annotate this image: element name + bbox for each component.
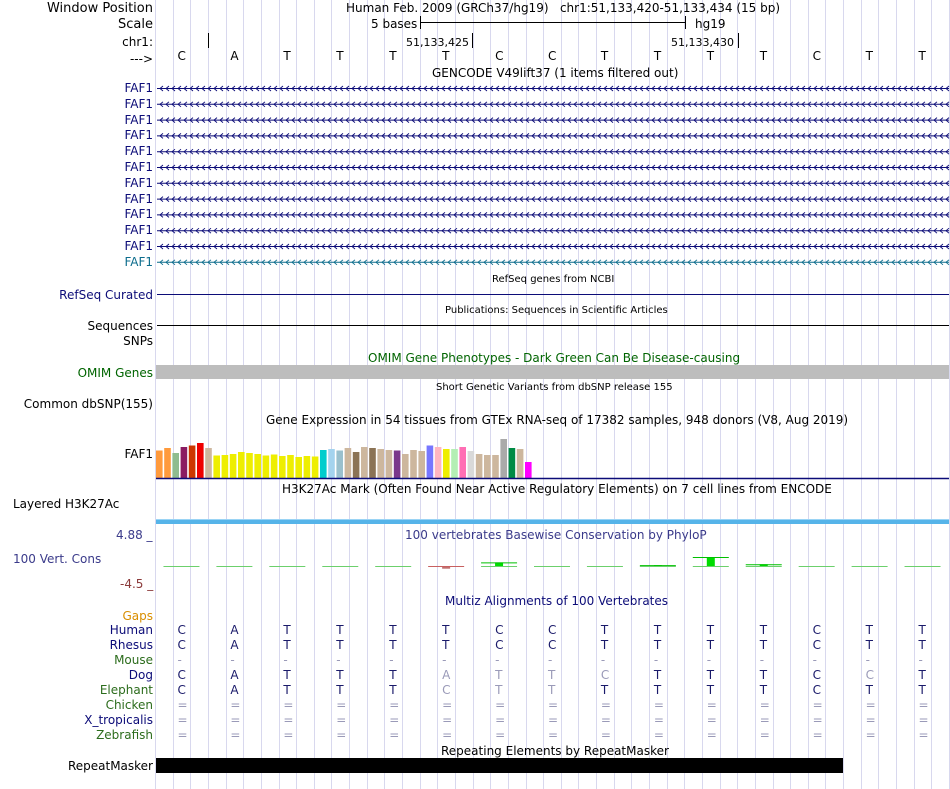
aligned-base: T — [389, 638, 397, 652]
aligned-base: - — [600, 653, 606, 667]
aligned-base: T — [336, 683, 344, 697]
window-position-label: Window Position — [46, 1, 153, 16]
aligned-base: C — [442, 683, 451, 697]
phylop-max-label: 4.88 _ — [116, 528, 153, 542]
gtex-tissue-bar — [181, 447, 188, 478]
aligned-base: C — [812, 638, 822, 652]
refseq-track-label[interactable]: RefSeq Curated — [59, 288, 153, 302]
aligned-base: - — [812, 653, 817, 667]
gencode-track-title: GENCODE V49lift37 (1 items filtered out) — [432, 66, 679, 80]
base-letter: T — [653, 49, 662, 63]
gencode-row-label[interactable]: FAF1 — [124, 128, 153, 143]
gtex-tissue-bar — [468, 451, 475, 478]
gtex-tissue-bar — [435, 447, 442, 478]
aligned-base: C — [177, 668, 186, 682]
aligned-base: = — [336, 713, 347, 727]
aligned-base: T — [389, 623, 397, 637]
aligned-base: - — [918, 653, 923, 667]
publications-sequences-label[interactable]: Sequences — [87, 319, 153, 333]
base-letter: T — [918, 49, 926, 63]
gtex-tissue-bar — [279, 456, 286, 478]
gtex-tissue-bar — [402, 454, 409, 478]
gtex-tissue-bar — [263, 456, 270, 479]
phylop-min-label: -4.5 _ — [120, 577, 154, 591]
aligned-base: = — [283, 728, 294, 742]
aligned-base: T — [600, 638, 609, 652]
aligned-base: T — [336, 668, 344, 682]
gtex-tissue-bar — [287, 455, 294, 478]
aligned-base: = — [389, 713, 400, 727]
gtex-tissue-bar — [410, 450, 417, 478]
aligned-base: T — [548, 668, 556, 682]
base-letter: T — [283, 49, 291, 63]
aligned-base: T — [918, 623, 926, 637]
aligned-base: C — [177, 638, 186, 652]
aligned-base: T — [389, 683, 397, 697]
base-letter: C — [812, 49, 822, 63]
aligned-base: = — [812, 713, 823, 727]
aligned-base: = — [653, 713, 664, 727]
aligned-base: - — [653, 653, 659, 667]
gtex-tissue-bar — [304, 456, 311, 478]
aligned-base: C — [865, 668, 874, 682]
gencode-row-label[interactable]: FAF1 — [124, 175, 153, 190]
aligned-base: A — [230, 623, 239, 637]
gencode-row-label[interactable]: FAF1 — [124, 96, 153, 111]
species-label[interactable]: Zebrafish — [96, 728, 153, 742]
gencode-row-label[interactable]: FAF1 — [124, 207, 153, 222]
aligned-base: C — [600, 668, 610, 682]
gtex-tissue-bar — [345, 448, 352, 478]
aligned-base: - — [865, 653, 870, 667]
gtex-tissue-bar — [222, 455, 229, 478]
aligned-base: T — [653, 683, 662, 697]
aligned-base: = — [548, 728, 559, 742]
gtex-tissue-bar — [246, 453, 253, 478]
gtex-tissue-bar — [500, 439, 507, 478]
aligned-base: = — [177, 698, 188, 712]
gtex-tissue-bar — [172, 453, 179, 478]
aligned-base: = — [706, 698, 717, 712]
aligned-base: = — [918, 713, 929, 727]
aligned-base: T — [442, 623, 450, 637]
aligned-base: C — [548, 638, 557, 652]
aligned-base: = — [177, 713, 188, 727]
aligned-base: A — [230, 683, 239, 697]
gtex-tissue-bar — [492, 455, 499, 478]
aligned-base: A — [230, 668, 239, 682]
aligned-base: T — [706, 623, 715, 637]
gtex-tissue-bar — [484, 455, 491, 478]
multiz-gaps-label: Gaps — [122, 609, 153, 623]
omim-track-title: OMIM Gene Phenotypes - Dark Green Can Be Disease-causing — [368, 351, 741, 365]
aligned-base: - — [495, 653, 500, 667]
aligned-base: T — [706, 683, 715, 697]
gencode-row-label[interactable]: FAF1 — [124, 144, 153, 159]
aligned-base: C — [177, 623, 186, 637]
aligned-base: = — [759, 713, 770, 727]
gtex-tissue-bar — [509, 448, 516, 478]
aligned-base: T — [600, 623, 609, 637]
aligned-base: = — [283, 698, 294, 712]
aligned-base: T — [653, 638, 662, 652]
aligned-base: = — [495, 713, 506, 727]
scale-bases-text: 5 bases — [371, 17, 418, 31]
repeatmasker-track-label[interactable]: RepeatMasker — [67, 759, 153, 773]
aligned-base: T — [283, 668, 291, 682]
multiz-track-title: Multiz Alignments of 100 Vertebrates — [445, 594, 669, 608]
base-letter: T — [600, 49, 609, 63]
coordinate-tick-1: 51,133,425 — [406, 36, 469, 49]
aligned-base: = — [600, 698, 611, 712]
gtex-tissue-bar — [205, 448, 212, 478]
gencode-row-label[interactable]: FAF1 — [124, 254, 153, 269]
aligned-base: = — [600, 728, 611, 742]
aligned-base: - — [706, 653, 712, 667]
repeatmasker-element — [156, 758, 843, 773]
aligned-base: T — [336, 623, 344, 637]
gtex-tissue-bar — [238, 452, 245, 478]
gtex-track-title: Gene Expression in 54 tissues from GTEx RNA-seq of 17382 samples, 948 donors (V8, Aug 2019) — [266, 413, 849, 427]
gtex-tissue-bar — [320, 450, 327, 478]
gencode-row-label[interactable]: FAF1 — [124, 81, 153, 95]
gencode-row-label[interactable]: FAF1 — [124, 223, 153, 238]
aligned-base: = — [442, 713, 453, 727]
aligned-base: = — [230, 713, 241, 727]
species-label[interactable]: Mouse — [114, 653, 153, 667]
gtex-tissue-bar — [336, 451, 343, 479]
aligned-base: = — [495, 698, 506, 712]
base-letter: T — [336, 49, 344, 63]
aligned-base: = — [918, 728, 929, 742]
aligned-base: = — [865, 698, 876, 712]
h3k27ac-track-title: H3K27Ac Mark (Often Found Near Active Regulatory Elements) on 7 cell lines from ENCODE — [282, 482, 832, 496]
aligned-base: T — [759, 683, 768, 697]
species-label[interactable]: Rhesus — [109, 638, 153, 652]
gtex-tissue-bar — [394, 451, 401, 479]
aligned-base: T — [706, 668, 715, 682]
aligned-base: = — [918, 698, 929, 712]
aligned-base: - — [177, 653, 182, 667]
h3k27ac-track-label[interactable]: Layered H3K27Ac — [13, 497, 120, 511]
aligned-base: = — [336, 728, 347, 742]
aligned-base: T — [548, 683, 556, 697]
gtex-track-label[interactable]: FAF1 — [124, 447, 153, 461]
aligned-base: T — [865, 623, 873, 637]
aligned-base: = — [865, 728, 876, 742]
base-letter: T — [442, 49, 450, 63]
aligned-base: = — [706, 713, 717, 727]
dbsnp-track-title: Short Genetic Variants from dbSNP release 155 — [436, 382, 673, 393]
aligned-base: C — [812, 623, 822, 637]
aligned-base: = — [865, 713, 876, 727]
omim-gene-bar — [156, 365, 949, 379]
aligned-base: - — [230, 653, 235, 667]
gtex-tissue-bar — [427, 446, 434, 479]
aligned-base: = — [706, 728, 717, 742]
aligned-base: = — [389, 698, 400, 712]
aligned-base: = — [389, 728, 400, 742]
aligned-base: - — [442, 653, 447, 667]
gtex-tissue-bar — [254, 454, 261, 478]
gencode-row-label[interactable]: FAF1 — [124, 160, 153, 174]
phylop-track-label[interactable]: 100 Vert. Cons — [13, 552, 102, 566]
gtex-tissue-bar — [197, 443, 204, 478]
gtex-tissue-bar — [271, 455, 278, 479]
aligned-base: T — [283, 683, 291, 697]
aligned-base: = — [336, 698, 347, 712]
aligned-base: = — [442, 728, 453, 742]
gtex-tissue-bar — [418, 451, 425, 478]
aligned-base: = — [230, 698, 241, 712]
species-label[interactable]: Chicken — [105, 698, 153, 712]
omim-track-label[interactable]: OMIM Genes — [77, 366, 153, 380]
aligned-base: T — [918, 683, 926, 697]
base-letter: C — [177, 49, 186, 63]
aligned-base: C — [495, 623, 504, 637]
aligned-base: = — [283, 713, 294, 727]
species-label[interactable]: Human — [109, 623, 153, 637]
aligned-base: = — [653, 728, 664, 742]
aligned-base: T — [283, 623, 291, 637]
base-letter: T — [389, 49, 397, 63]
aligned-base: = — [177, 728, 188, 742]
chrom-label: chr1: — [122, 35, 153, 49]
coordinate-tick-2: 51,133,430 — [671, 36, 734, 49]
aligned-base: T — [653, 623, 662, 637]
aligned-base: C — [812, 668, 822, 682]
phylop-track-title: 100 vertebrates Basewise Conservation by PhyloP — [405, 528, 707, 542]
aligned-base: T — [495, 668, 503, 682]
aligned-base: = — [495, 728, 506, 742]
aligned-base: T — [389, 668, 397, 682]
base-letter: T — [706, 49, 715, 63]
aligned-base: T — [495, 683, 503, 697]
aligned-base: A — [442, 668, 451, 682]
aligned-base: C — [177, 683, 186, 697]
gtex-tissue-bar — [361, 447, 368, 478]
aligned-base: - — [548, 653, 553, 667]
aligned-base: = — [812, 698, 823, 712]
aligned-base: T — [759, 668, 768, 682]
species-label[interactable]: Elephant — [99, 683, 153, 697]
assembly-db-text: hg19 — [695, 17, 726, 31]
gtex-tissue-bar — [377, 449, 384, 478]
aligned-base: = — [548, 713, 559, 727]
base-letter: A — [230, 49, 239, 63]
gtex-tissue-bar — [443, 449, 450, 478]
aligned-base: - — [389, 653, 394, 667]
gtex-tissue-bar — [476, 454, 483, 478]
gencode-row-label[interactable]: FAF1 — [124, 112, 153, 127]
aligned-base: T — [865, 638, 873, 652]
base-letter: T — [759, 49, 768, 63]
aligned-base: T — [653, 668, 662, 682]
scale-label: Scale — [118, 17, 153, 32]
aligned-base: T — [706, 638, 715, 652]
gtex-tissue-bar — [156, 451, 163, 479]
aligned-base: = — [600, 713, 611, 727]
aligned-base: C — [495, 638, 504, 652]
aligned-base: - — [283, 653, 288, 667]
base-letter: C — [495, 49, 504, 63]
aligned-base: = — [653, 698, 664, 712]
aligned-base: C — [812, 683, 822, 697]
gtex-tissue-bar — [164, 448, 171, 478]
aligned-base: T — [918, 668, 926, 682]
gtex-tissue-bar — [459, 447, 466, 478]
gtex-tissue-bar — [451, 449, 458, 478]
gtex-tissue-bar — [312, 457, 319, 479]
aligned-base: = — [230, 728, 241, 742]
aligned-base: - — [759, 653, 765, 667]
aligned-base: - — [336, 653, 341, 667]
aligned-base: T — [865, 683, 873, 697]
aligned-base: T — [336, 638, 344, 652]
gtex-tissue-bar — [213, 456, 220, 479]
aligned-base: T — [283, 638, 291, 652]
gtex-tissue-bar — [295, 457, 302, 478]
publications-snps-label[interactable]: SNPs — [123, 334, 153, 348]
aligned-base: = — [812, 728, 823, 742]
refseq-track-title: RefSeq genes from NCBI — [492, 274, 615, 285]
base-letter: T — [865, 49, 873, 63]
aligned-base: T — [918, 638, 926, 652]
aligned-base: = — [759, 728, 770, 742]
gtex-tissue-bar — [189, 446, 196, 479]
gencode-row-label[interactable]: FAF1 — [124, 239, 153, 253]
gtex-tissue-bar — [517, 449, 524, 478]
aligned-base: = — [759, 698, 770, 712]
species-label[interactable]: X_tropicalis — [84, 713, 153, 727]
strand-label: ---> — [129, 52, 153, 66]
aligned-base: T — [759, 638, 768, 652]
aligned-base: C — [548, 623, 557, 637]
gtex-tissue-bar — [386, 450, 393, 478]
aligned-base: A — [230, 638, 239, 652]
aligned-base: T — [759, 623, 768, 637]
gtex-tissue-bar — [369, 448, 376, 478]
gtex-tissue-bar — [328, 449, 335, 478]
phylop-positive-bar — [707, 557, 715, 566]
base-letter: C — [548, 49, 557, 63]
aligned-base: T — [600, 683, 609, 697]
gtex-tissue-bar — [525, 462, 532, 478]
gtex-tissue-bar — [353, 452, 360, 478]
aligned-base: = — [442, 698, 453, 712]
aligned-base: = — [548, 698, 559, 712]
publications-track-title: Publications: Sequences in Scientific Articles — [445, 305, 668, 316]
repeatmasker-track-title: Repeating Elements by RepeatMasker — [441, 744, 669, 758]
dbsnp-track-label[interactable]: Common dbSNP(155) — [23, 397, 153, 411]
species-label[interactable]: Dog — [128, 668, 153, 682]
assembly-position-text: Human Feb. 2009 (GRCh37/hg19) chr1:51,133,420-51,133,434 (15 bp) — [346, 1, 781, 15]
gencode-row-label[interactable]: FAF1 — [124, 191, 153, 206]
gtex-tissue-bar — [230, 454, 237, 478]
aligned-base: T — [442, 638, 450, 652]
